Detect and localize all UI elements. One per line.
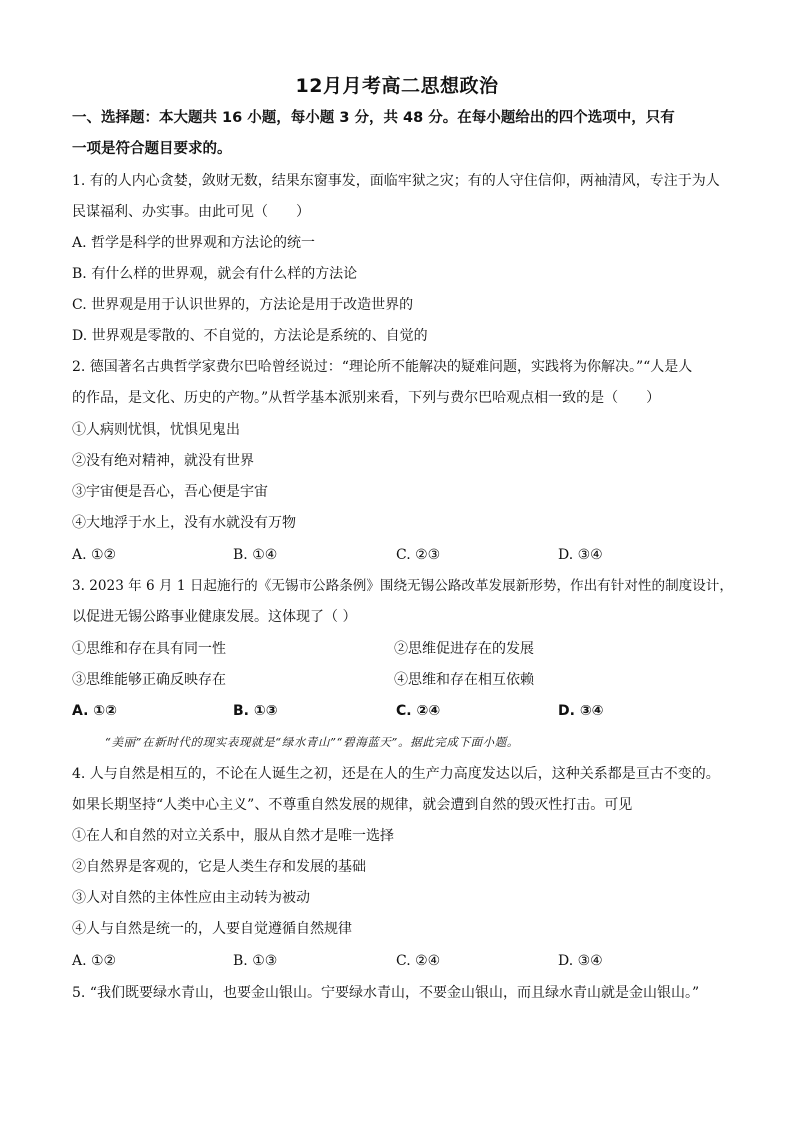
q3-option-d: D. ③④ [558,703,604,719]
q3-statement-1: ①思维和存在具有同一性 [72,641,226,657]
q2-statement-3: ③宇宙便是吾心，吾心便是宇宙 [72,484,268,500]
q4-statement-3: ③人对自然的主体性应由主动转为被动 [72,890,310,906]
q2-option-d: D. ③④ [558,547,603,563]
q3-statement-3: ③思维能够正确反映存在 [72,672,226,688]
q2-statement-2: ②没有绝对精神，就没有世界 [72,453,254,469]
q2-statement-1: ①人病则忧惧，忧惧见鬼出 [72,422,240,438]
q3-stem-line2: 以促进无锡公路事业健康发展。这体现了（ ） [72,609,357,625]
q5-stem-line1: 5. “我们既要绿水青山，也要金山银山。宁要绿水青山，不要金山银山，而且绿水青山就是金山银山。” [72,985,700,1001]
q4-option-d: D. ③④ [558,953,603,969]
q4-option-a: A. ①② [72,953,117,969]
material-intro: “美丽”在新时代的现实表现就是“绿水青山”“碧海蓝天”。据此完成下面小题。 [105,735,519,749]
q3-option-c: C. ②④ [396,703,441,719]
q4-statement-4: ④人与自然是统一的，人要自觉遵循自然规律 [72,921,352,937]
q2-option-c: C. ②③ [396,547,441,563]
q1-option-c: C. 世界观是用于认识世界的，方法论是用于改造世界的 [72,297,414,313]
q3-option-a: A. ①② [72,703,117,719]
q4-stem-line2: 如果长期坚持“人类中心主义”、不尊重自然发展的规律，就会遭到自然的毁灭性打击。可见 [72,797,633,813]
q1-option-d: D. 世界观是零散的、不自觉的，方法论是系统的、自觉的 [72,328,428,344]
q2-stem-line2: 的作品，是文化、历史的产物。”从哲学基本派别来看，下列与费尔巴哈观点相一致的是（ ） [72,390,661,406]
q2-option-b: B. ①④ [233,547,278,563]
q1-stem-line1: 1. 有的人内心贪婪，敛财无数，结果东窗事发，面临牢狱之灾；有的人守住信仰，两袖清风，专注于为人 [72,173,720,189]
q2-stem-line1: 2. 德国著名古典哲学家费尔巴哈曾经说过：“理论所不能解决的疑难问题，实践将为你解决。”“人是人 [72,359,693,375]
section-heading-line2: 一项是符合题目要求的。 [72,141,232,157]
q1-option-b: B. 有什么样的世界观，就会有什么样的方法论 [72,266,358,282]
q1-stem-line2: 民谋福利、办实事。由此可见（ ） [72,204,310,220]
q3-option-b: B. ①③ [233,703,278,719]
q4-statement-2: ②自然界是客观的，它是人类生存和发展的基础 [72,859,366,875]
q1-option-a: A. 哲学是科学的世界观和方法论的统一 [72,235,316,251]
q4-option-b: B. ①③ [233,953,278,969]
q3-statement-4: ④思维和存在相互依赖 [394,672,534,688]
q4-statement-1: ①在人和自然的对立关系中，服从自然才是唯一选择 [72,828,394,844]
page-title: 12月月考高二思想政治 [295,75,499,97]
section-heading-line1: 一、选择题：本大题共 16 小题，每小题 3 分，共 48 分。在每小题给出的四个选项中，只有 [72,110,675,126]
q4-option-c: C. ②④ [396,953,441,969]
q2-option-a: A. ①② [72,547,117,563]
q2-statement-4: ④大地浮于水上，没有水就没有万物 [72,515,296,531]
q3-stem-line1: 3. 2023 年 6 月 1 日起施行的《无锡市公路条例》围绕无锡公路改革发展新形势，作出有针对性的制度设计， [72,578,733,594]
q4-stem-line1: 4. 人与自然是相互的，不论在人诞生之初，还是在人的生产力高度发达以后，这种关系都是亘古不变的。 [72,766,720,782]
q3-statement-2: ②思维促进存在的发展 [394,641,534,657]
